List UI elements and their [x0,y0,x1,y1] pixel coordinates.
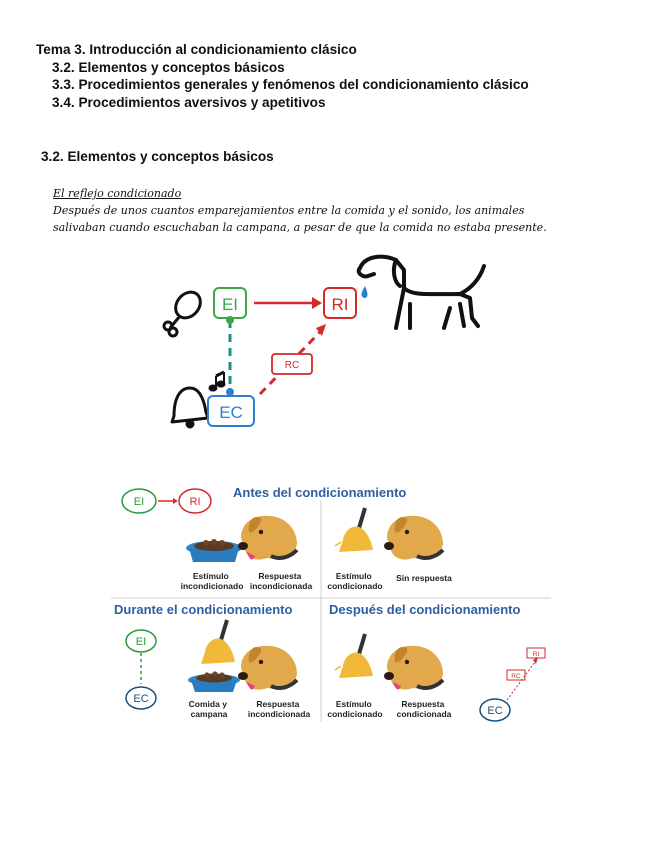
toc-item-3-2: 3.2. Elementos y conceptos básicos [52,59,285,75]
caption-respuesta-inc-2-line2: incondicionada [247,709,311,719]
caption-estimulo-cond-2-line1: Estímulo [335,699,372,709]
caption-comida-campana [189,699,230,719]
caption-estimulo-inc-line1: Estímulo [192,571,229,581]
caption-estimulo-cond [327,571,382,591]
dog-neutral-icon [384,516,443,560]
handwritten-notes [53,185,553,236]
music-note-icon [210,372,225,391]
toc-item-3-4: 3.4. Procedimientos aversivos y apetitivos [52,94,326,110]
table-of-contents [36,41,529,111]
hand-ei-label-2: EI [135,636,147,648]
dog-salivating-icon-despues [384,646,443,690]
hand-ec-label-2: EC [487,705,503,717]
hand-arrowhead [173,498,178,504]
toc-title: Tema 3. Introducción al condicionamiento clásico [36,42,357,57]
notes-body: Después de unos cuantos emparejamientos entre la comida y el sonido, los animales salivaban cuando escuchaban la campana, a pesar de que la comida no estaba presente. [53,204,547,234]
caption-estimulo-cond-line2: condicionado [327,581,383,591]
caption-respuesta-inc-2 [248,699,311,719]
caption-estimulo-cond-2 [327,699,382,719]
bell-icon [335,508,373,552]
caption-estimulo-cond-line1: Estímulo [335,571,372,581]
hand-ei-label: EI [133,496,145,508]
bell-icon [172,388,208,427]
caption-respuesta-inc-2-line1: Respuesta [256,699,300,709]
rc-label: RC [284,360,300,371]
ec-ri-arrowhead [316,324,326,336]
ri-label: RI [331,295,349,314]
section-title: 3.2. Elementos y conceptos básicos [41,149,274,164]
food-bowl-icon [186,539,242,562]
ec-label: EC [219,403,243,422]
hand-ri-label-2: RI [532,651,540,658]
dog-icon [359,257,484,328]
ei-label: EI [221,295,239,314]
caption-estimulo-cond-2-line2: condicionado [327,709,383,719]
caption-respuesta-inc-line2: incondicionada [249,581,313,591]
bell-icon-despues [335,634,373,678]
antes-title: Antes del condicionamiento [233,485,407,500]
caption-sin-respuesta: Sin respuesta [396,573,452,583]
caption-comida-campana-line1: Comida y [188,699,227,709]
hand-rc-label: RC [511,673,521,680]
bell-icon-durante [201,620,235,664]
caption-respuesta-cond-line2: condicionada [396,709,452,719]
caption-respuesta-cond-line1: Respuesta [401,699,445,709]
caption-estimulo-inc [181,571,244,591]
hand-ri-label: RI [189,496,201,508]
caption-comida-campana-line2: campana [190,709,228,719]
saliva-drop-icon [361,286,367,298]
hand-ec-label: EC [133,693,149,705]
toc-item-3-3: 3.3. Procedimientos generales y fenómenos del condicionamiento clásico [52,77,529,92]
drumstick-icon [164,287,205,336]
caption-respuesta-inc-line1: Respuesta [258,571,302,581]
hand-dashed-arrow [507,662,535,700]
ei-dot [226,316,234,324]
conditioning-diagram [160,248,500,438]
durante-title: Durante el condicionamiento [114,602,293,617]
ec-dot [226,388,234,396]
ei-ri-arrowhead [312,297,322,309]
dog-salivating-icon-durante [238,646,297,690]
food-bowl-icon-durante [188,671,240,692]
caption-estimulo-inc-line2: incondicionado [180,581,244,591]
dog-salivating-icon [238,516,297,560]
caption-respuesta-inc [250,571,313,591]
conditioning-infographic [111,470,551,732]
caption-respuesta-cond [397,699,452,719]
despues-title: Después del condicionamiento [329,602,521,617]
notes-heading: El reflejo condicionado [53,187,182,200]
